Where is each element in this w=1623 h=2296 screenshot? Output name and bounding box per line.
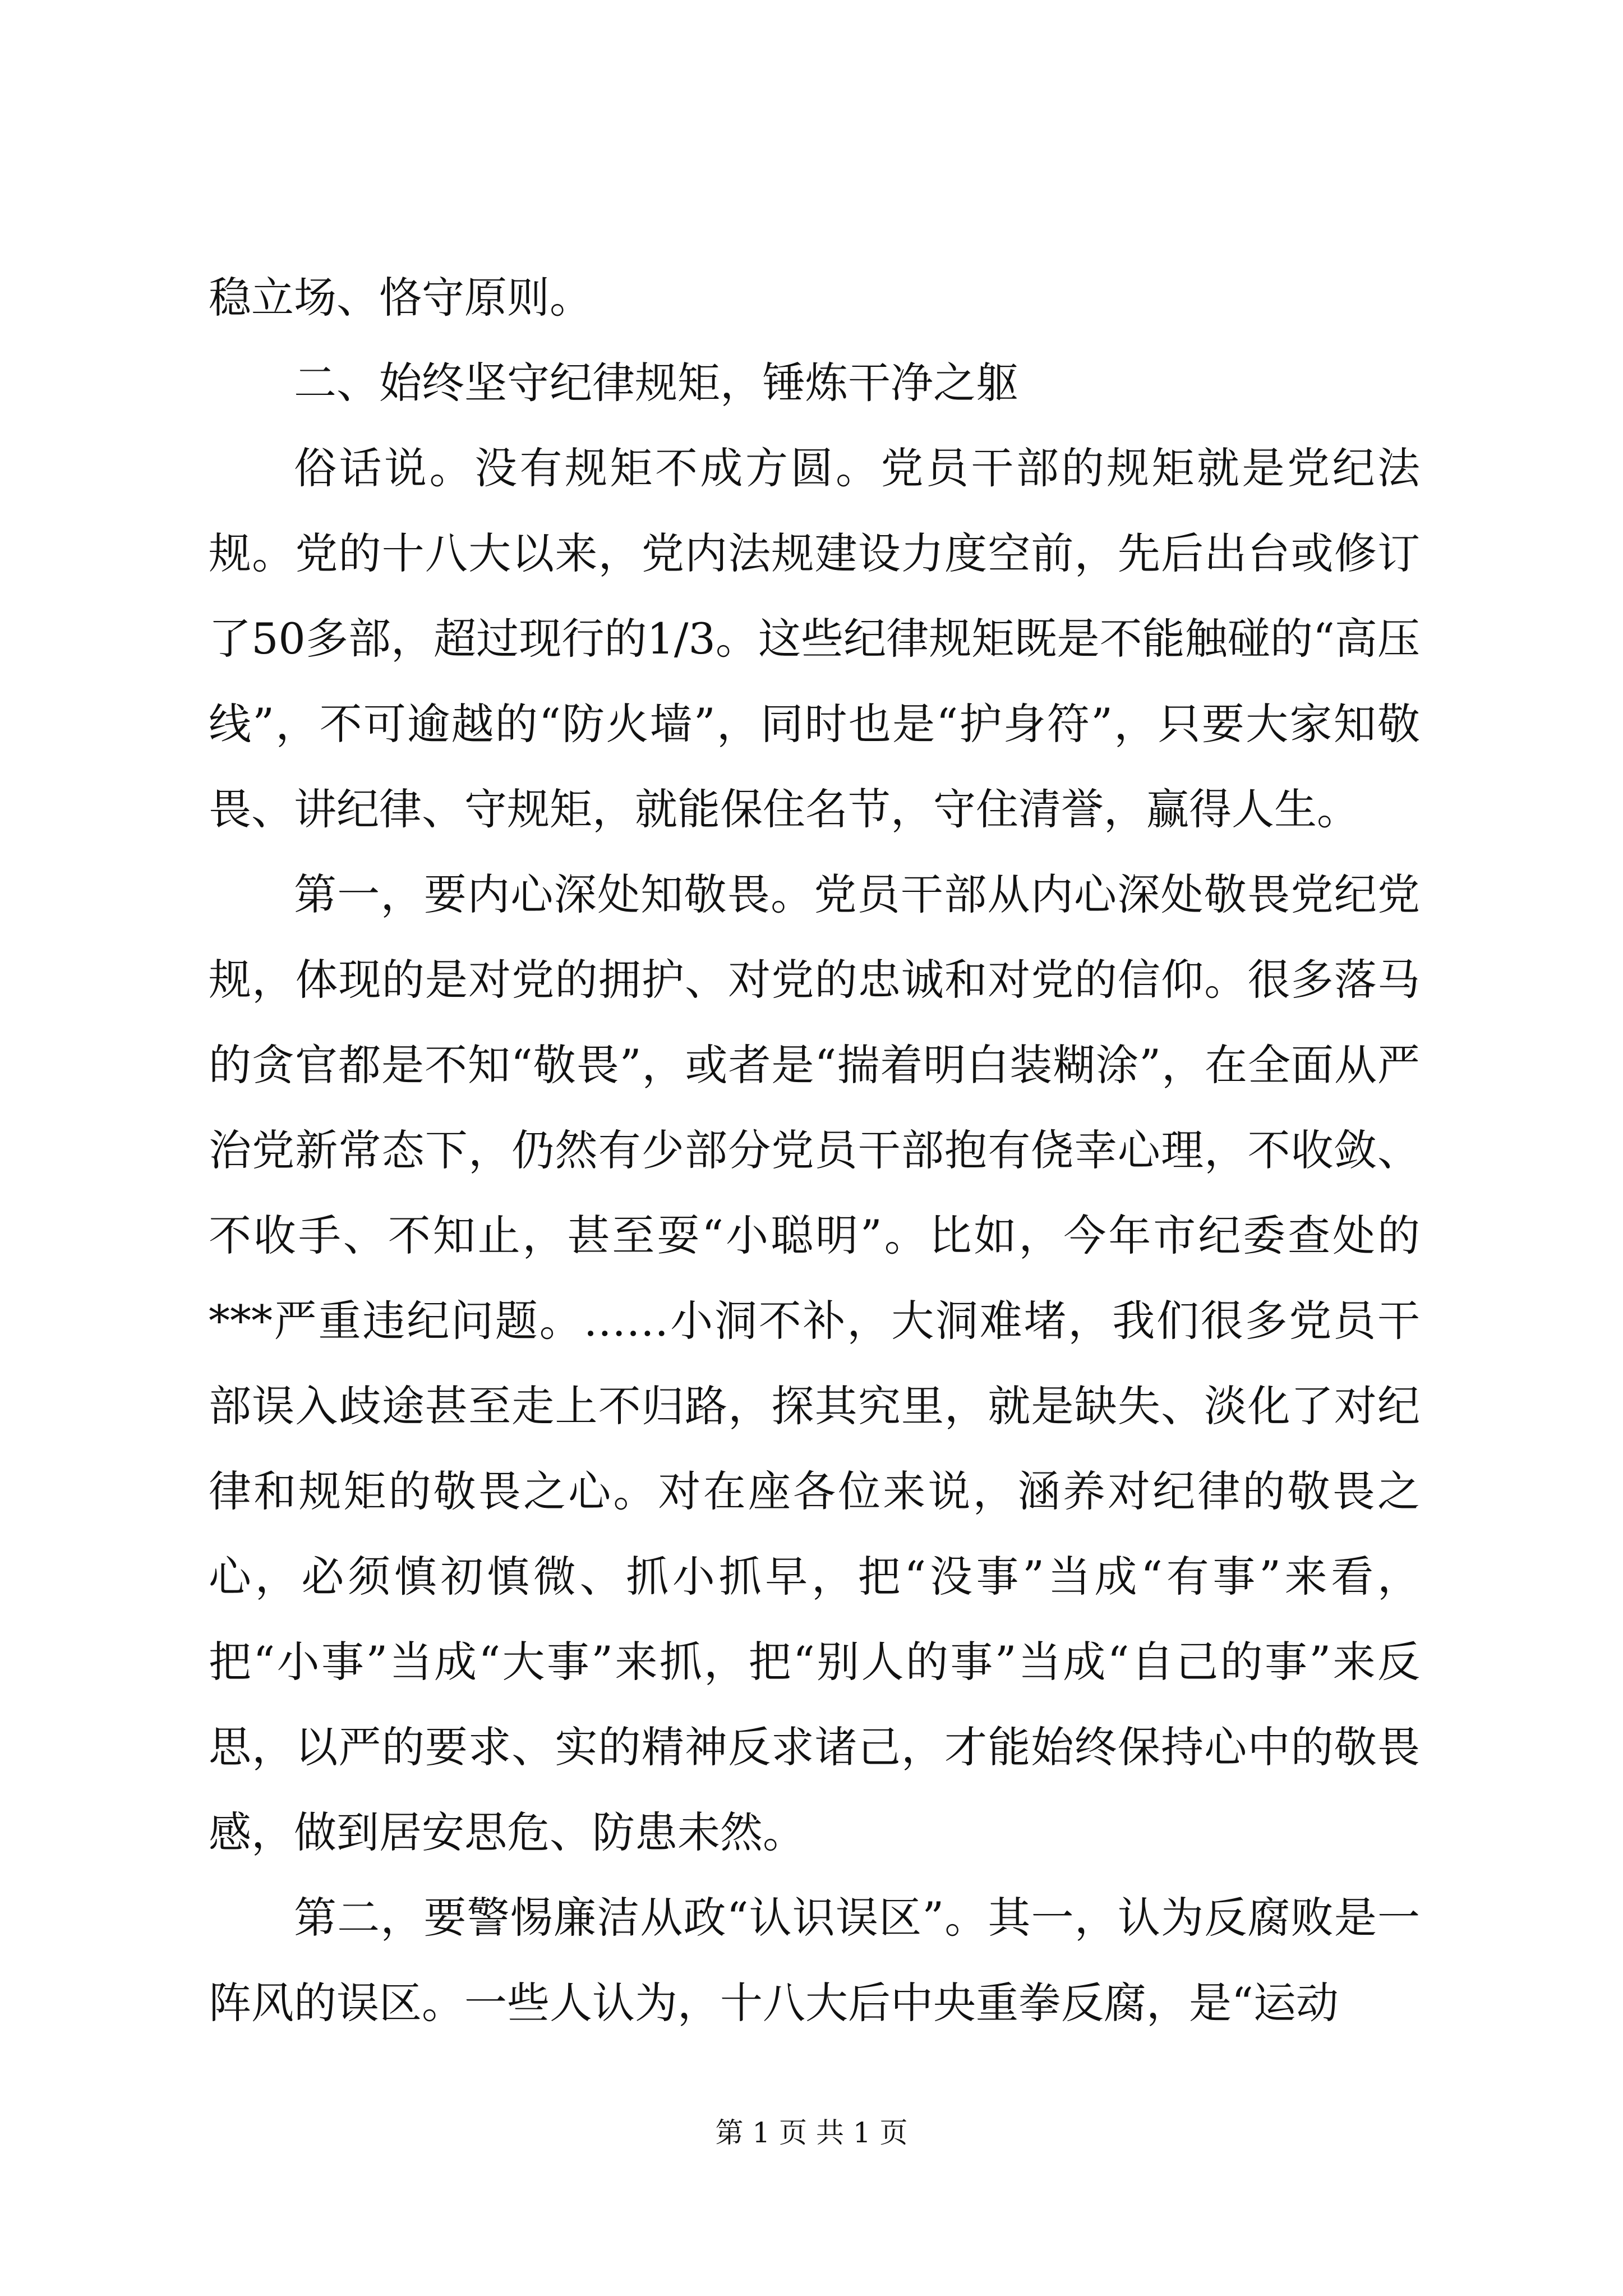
paragraph-continuation: 稳立场、恪守原则。 bbox=[209, 273, 592, 323]
page-footer: 第 1 页 共 1 页 bbox=[715, 2116, 908, 2149]
section-heading: 二、始终坚守纪律规矩，锤炼干净之躯 bbox=[294, 358, 1018, 408]
paragraph-second-point: 第二，要警惕廉洁从政“认识误区”。其一，认为反腐败是一阵风的误区。一些人认为，十八大后中央重拳反腐，是“运动 bbox=[209, 1893, 1420, 2028]
paragraph-proverb: 俗话说。没有规矩不成方圆。党员干部的规矩就是党纪法规。党的十八大以来，党内法规建设力度空前，先后出台或修订了50多部，超过现行的1/3。这些纪律规矩既是不能触碰的“高压线”，不可逾越的“防火墙”，同时也是“护身符”，只要大家知敬畏、讲纪律、守规矩，就能保住名节，守住清誉，赢得人生。 bbox=[209, 443, 1420, 834]
document-body bbox=[209, 255, 1420, 2046]
paragraph-first-point: 第一，要内心深处知敬畏。党员干部从内心深处敬畏党纪党规，体现的是对党的拥护、对党的忠诚和对党的信仰。很多落马的贪官都是不知“敬畏”，或者是“揣着明白装糊涂”，在全面从严治党新常态下，仍然有少部分党员干部抱有侥幸心理，不收敛、不收手、不知止，甚至耍“小聪明”。比如，今年市纪委查处的***严重违纪问题。……小洞不补，大洞难堵，我们很多党员干部误入歧途甚至走上不归路，探其究里，就是缺失、淡化了对纪律和规矩的敬畏之心。对在座各位来说，涵养对纪律的敬畏之心，必须慎初慎微、抓小抓早，把“没事”当成“有事”来看，把“小事”当成“大事”来抓，把“别人的事”当成“自己的事”来反思，以严的要求、实的精神反求诸己，才能始终保持心中的敬畏感，做到居安思危、防患未然。 bbox=[209, 869, 1420, 1857]
